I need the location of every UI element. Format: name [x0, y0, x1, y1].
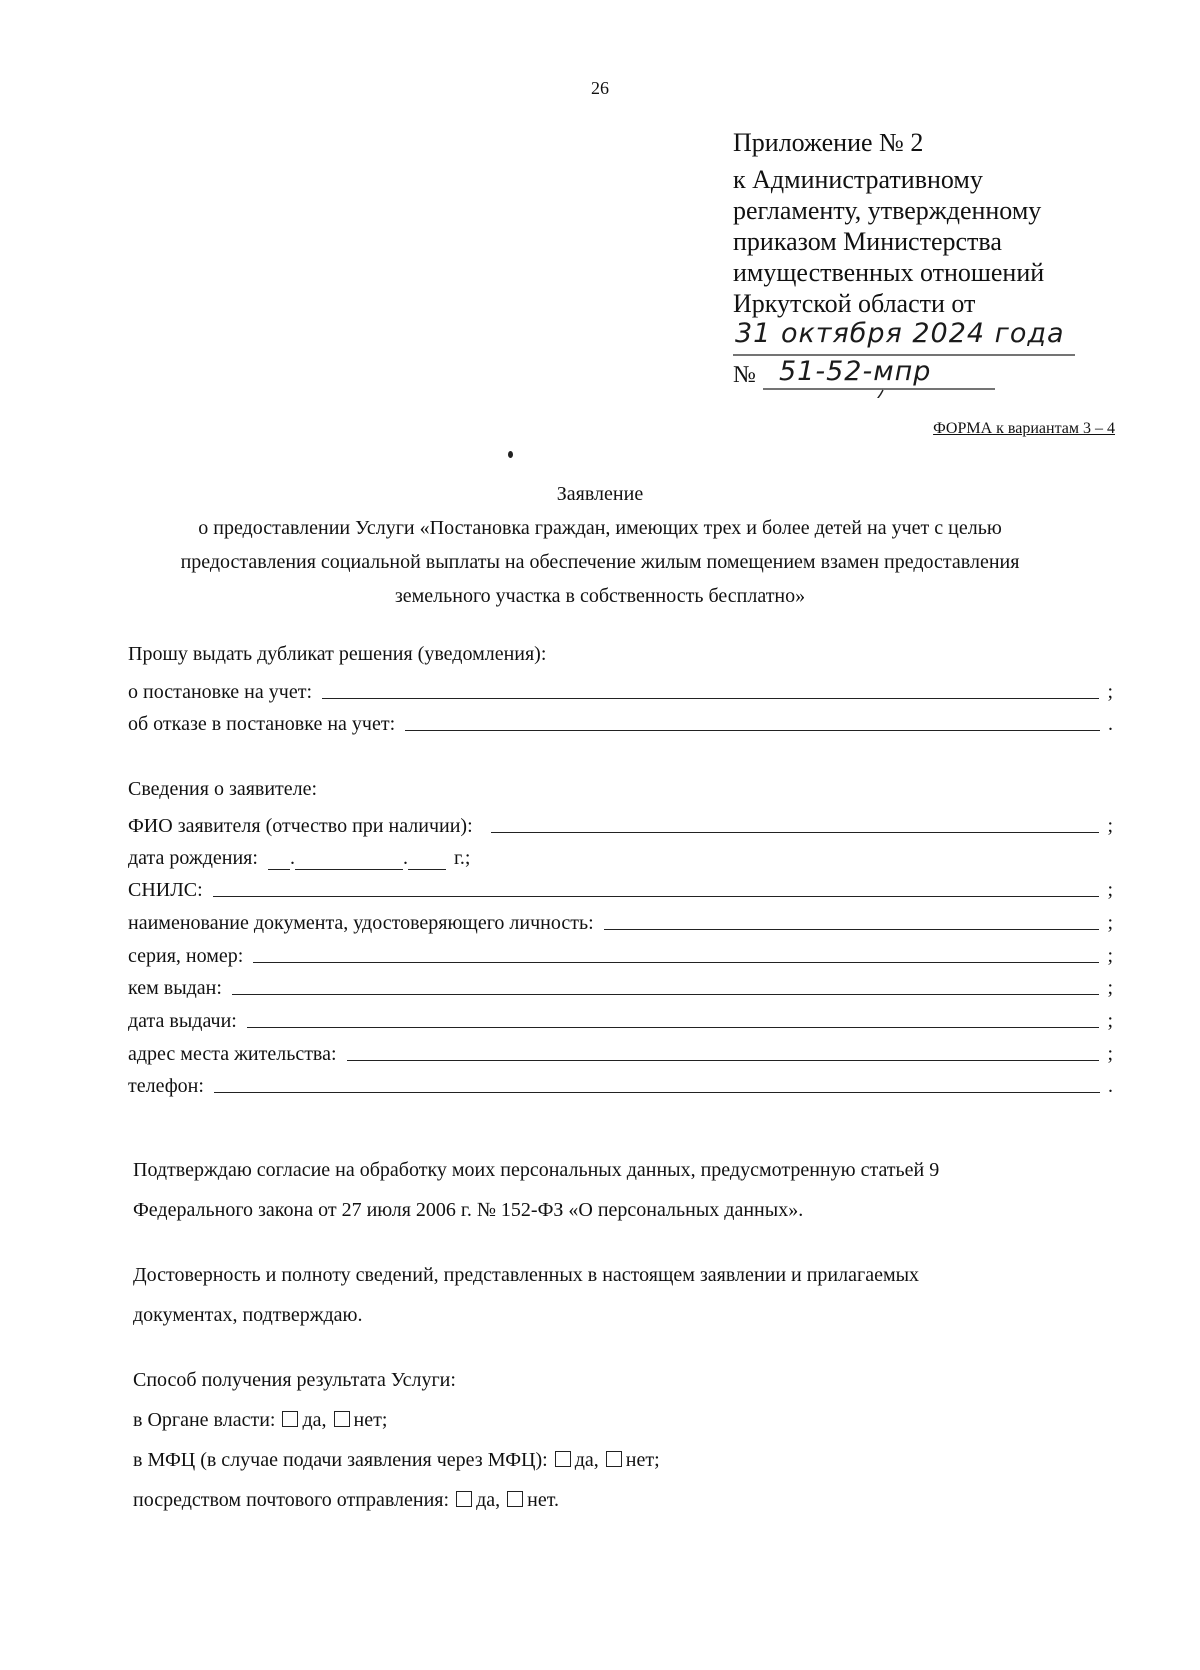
field-label: дата выдачи: [128, 1010, 237, 1032]
field-row-issue-date[interactable] [128, 1003, 1113, 1033]
field-label: СНИЛС: [128, 879, 203, 901]
no-label: нет; [353, 1409, 388, 1431]
heading-line: земельного участка в собственность бесплатно» [394, 585, 806, 607]
no-label: нет. [527, 1489, 559, 1511]
field-end: . [1108, 713, 1113, 735]
field-end: ; [1107, 815, 1113, 837]
yes-label: да, [302, 1409, 327, 1431]
checkbox-yes[interactable] [282, 1411, 298, 1427]
fill-line[interactable] [213, 895, 1100, 897]
fill-line[interactable] [247, 1026, 1100, 1028]
consent-line: Федерального закона от 27 июля 2006 г. № 152-ФЗ «О персональных данных». [133, 1199, 804, 1221]
application-heading [120, 477, 1080, 613]
handwritten-number-field [733, 358, 998, 398]
request-intro: Прошу выдать дубликат решения (уведомления): [128, 643, 547, 665]
appendix-line: приказом Министерства [733, 227, 1002, 256]
page-number: 26 [591, 78, 609, 98]
handwritten-date-field [733, 318, 1078, 360]
handwritten-date: 31 октября 2024 года [735, 318, 1065, 349]
field-label: телефон: [128, 1075, 204, 1097]
delivery-section [133, 1360, 1093, 1520]
fill-line[interactable] [253, 961, 1099, 963]
yes-label: да, [574, 1449, 599, 1471]
handwritten-number: 51-52-мпр [779, 356, 932, 387]
dob-day-blank[interactable] [268, 868, 290, 870]
appendix-title: Приложение № 2 [733, 128, 924, 157]
dob-year-blank[interactable] [408, 868, 446, 870]
field-row-dob[interactable] [128, 840, 548, 870]
yes-label: да, [476, 1489, 501, 1511]
dob-suffix: г.; [453, 847, 471, 869]
appendix-line: регламенту, утвержденному [733, 196, 1042, 225]
accuracy-line: Достоверность и полноту сведений, представленных в настоящем заявлении и прилагаемых [133, 1264, 920, 1286]
field-label: об отказе в постановке на учет: [128, 713, 396, 735]
no-label: нет; [625, 1449, 660, 1471]
field-end: ; [1107, 879, 1113, 901]
appendix-line: Иркутской области от [733, 289, 976, 318]
appendix-line: имущественных отношений [733, 258, 1045, 287]
appendix-block [733, 127, 1153, 319]
fill-line[interactable] [347, 1059, 1100, 1061]
appendix-line: к Административному [733, 165, 983, 194]
delivery-heading: Способ получения результата Услуги: [133, 1369, 456, 1391]
field-end: ; [1107, 681, 1113, 703]
field-row-issued-by[interactable] [128, 970, 1113, 1000]
field-row-id-document[interactable] [128, 905, 1113, 935]
field-label: ФИО заявителя (отчество при наличии): [128, 815, 473, 837]
field-row-registration[interactable] [128, 674, 1113, 704]
field-row-phone[interactable] [128, 1068, 1113, 1098]
fill-line[interactable] [214, 1091, 1100, 1093]
heading-line: о предоставлении Услуги «Постановка граждан, имеющих трех и более детей на учет с целью [198, 517, 1002, 539]
application-title: Заявление [556, 483, 644, 505]
fill-line[interactable] [232, 993, 1099, 995]
field-label: наименование документа, удостоверяющего личность: [128, 912, 594, 934]
checkbox-yes[interactable] [555, 1451, 571, 1467]
field-end: ; [1107, 912, 1113, 934]
delivery-option-mfc [133, 1440, 1093, 1480]
field-row-address[interactable] [128, 1036, 1113, 1066]
accuracy-paragraph [133, 1255, 1093, 1335]
field-label: адрес места жительства: [128, 1043, 337, 1065]
accuracy-line: документах, подтверждаю. [133, 1304, 363, 1326]
delivery-option-post [133, 1480, 1093, 1520]
stray-mark [508, 451, 513, 458]
checkbox-no[interactable] [334, 1411, 350, 1427]
dob-separator: . [289, 847, 295, 869]
option-label: в Органе власти: [133, 1409, 276, 1431]
fill-line[interactable] [491, 831, 1100, 833]
field-label: серия, номер: [128, 945, 244, 967]
field-label: кем выдан: [128, 977, 222, 999]
consent-paragraph [133, 1150, 1093, 1230]
form-variant-label: ФОРМА к вариантам 3 – 4 [933, 420, 1115, 437]
field-row-refusal[interactable] [128, 706, 1113, 736]
field-row-series-number[interactable] [128, 938, 1113, 968]
dob-separator: . [402, 847, 408, 869]
field-row-fio[interactable] [128, 808, 1113, 838]
number-prefix: № [733, 362, 756, 388]
fill-line[interactable] [604, 928, 1100, 930]
field-end: ; [1107, 977, 1113, 999]
delivery-option-authority [133, 1400, 1093, 1440]
field-label: дата рождения: [128, 847, 258, 869]
checkbox-no[interactable] [606, 1451, 622, 1467]
heading-line: предоставления социальной выплаты на обеспечение жилым помещением взамен предоставления [180, 551, 1020, 573]
field-end: ; [1107, 945, 1113, 967]
field-end: . [1108, 1075, 1113, 1097]
consent-line: Подтверждаю согласие на обработку моих персональных данных, предусмотренную статьей 9 [133, 1159, 940, 1181]
field-row-snils[interactable] [128, 872, 1113, 902]
field-end: ; [1107, 1043, 1113, 1065]
field-end: ; [1107, 1010, 1113, 1032]
checkbox-no[interactable] [507, 1491, 523, 1507]
dob-month-blank[interactable] [295, 868, 403, 870]
fill-line[interactable] [322, 697, 1099, 699]
checkbox-yes[interactable] [456, 1491, 472, 1507]
field-label: о постановке на учет: [128, 681, 312, 703]
option-label: в МФЦ (в случае подачи заявления через МФЦ): [133, 1449, 548, 1471]
fill-line[interactable] [405, 729, 1100, 731]
applicant-heading: Сведения о заявителе: [128, 778, 318, 800]
option-label: посредством почтового отправления: [133, 1489, 450, 1511]
